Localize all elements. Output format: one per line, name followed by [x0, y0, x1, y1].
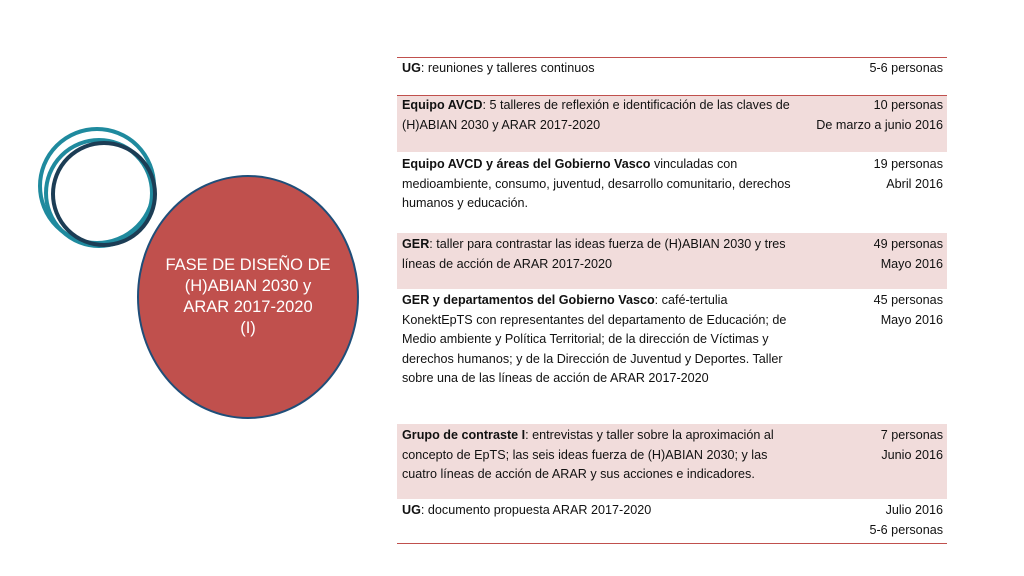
row-actor: UG [402, 503, 421, 517]
row-description [402, 96, 800, 152]
phase-title-line: (H)ABIAN 2030 y [184, 277, 312, 295]
row-text: vinculadas con medioambiente, consumo, juventud, desarrollo comunitario, derechos humanos y educación. [402, 157, 791, 210]
row-meta [816, 96, 943, 152]
table-row [397, 424, 947, 499]
row-meta-line: Mayo 2016 [880, 256, 943, 271]
row-meta [881, 426, 943, 499]
table-row [397, 499, 947, 543]
table-row [397, 233, 947, 289]
row-actor: GER [402, 237, 430, 251]
row-meta [874, 291, 943, 424]
row-meta [869, 501, 943, 543]
row-meta-line: Abril 2016 [886, 176, 943, 191]
row-meta [874, 155, 943, 233]
phase-title-line: FASE DE DISEÑO DE [165, 256, 331, 274]
row-meta-line: 45 personas [873, 293, 943, 307]
row-actor: Grupo de contraste I [402, 428, 526, 442]
activities-table [397, 57, 947, 544]
row-actor: Equipo AVCD y áreas del Gobierno Vasco [402, 157, 651, 171]
row-meta-line: De marzo a junio 2016 [816, 117, 943, 132]
phase-circle [137, 175, 359, 419]
row-description [402, 155, 800, 233]
row-text: : documento propuesta ARAR 2017-2020 [420, 503, 652, 517]
row-meta-line: Junio 2016 [881, 447, 943, 462]
table-row [397, 289, 947, 424]
row-meta-line: 10 personas [873, 98, 943, 112]
row-description [402, 501, 800, 543]
row-meta-line: 5-6 personas [869, 522, 943, 537]
phase-title [153, 255, 343, 339]
row-meta-line: Mayo 2016 [880, 312, 943, 327]
row-description [402, 59, 800, 95]
ring-teal-inner [46, 140, 152, 246]
row-actor: GER y departamentos del Gobierno Vasco [402, 293, 655, 307]
row-meta-line: 49 personas [873, 237, 943, 251]
ring-teal-outer [40, 129, 154, 243]
phase-title-line: ARAR 2017-2020 [183, 298, 313, 316]
row-description [402, 426, 800, 499]
row-meta-line: 5-6 personas [869, 61, 943, 75]
table-row [397, 58, 947, 95]
row-text: : 5 talleres de reflexión e identificación de las claves de (H)ABIAN 2030 y ARAR 2017-2020 [402, 98, 790, 132]
row-meta [869, 59, 943, 95]
row-meta-line: Julio 2016 [885, 503, 943, 517]
row-actor: Equipo AVCD [402, 98, 483, 112]
phase-title-line: (I) [240, 319, 256, 337]
table-row [397, 95, 947, 152]
ring-navy [53, 143, 155, 245]
row-description [402, 291, 800, 424]
row-description [402, 235, 800, 289]
row-meta-line: 19 personas [873, 157, 943, 171]
row-text: : taller para contrastar las ideas fuerza de (H)ABIAN 2030 y tres líneas de acción de ARAR 2017-2020 [402, 237, 786, 271]
table-row [397, 152, 947, 233]
row-meta [874, 235, 943, 289]
row-actor: UG [402, 61, 421, 75]
row-text: : reuniones y talleres continuos [420, 61, 595, 75]
row-text: : entrevistas y taller sobre la aproximación al concepto de EpTS; las seis ideas fuerza de (H)ABIAN 2030; y las cuatro líneas de acción de ARAR y sus acciones e indicadores. [402, 428, 774, 481]
row-meta-line: 7 personas [880, 428, 943, 442]
row-text: : café-tertulia KonektEpTS con representantes del departamento de Educación; de Medio ambiente y Política Territorial; de la dirección de Víctimas y derechos humanos; y de la Dirección de Juventud y Deportes. Taller sobre una de las líneas de acción de ARAR 2017-2020 [402, 293, 787, 385]
